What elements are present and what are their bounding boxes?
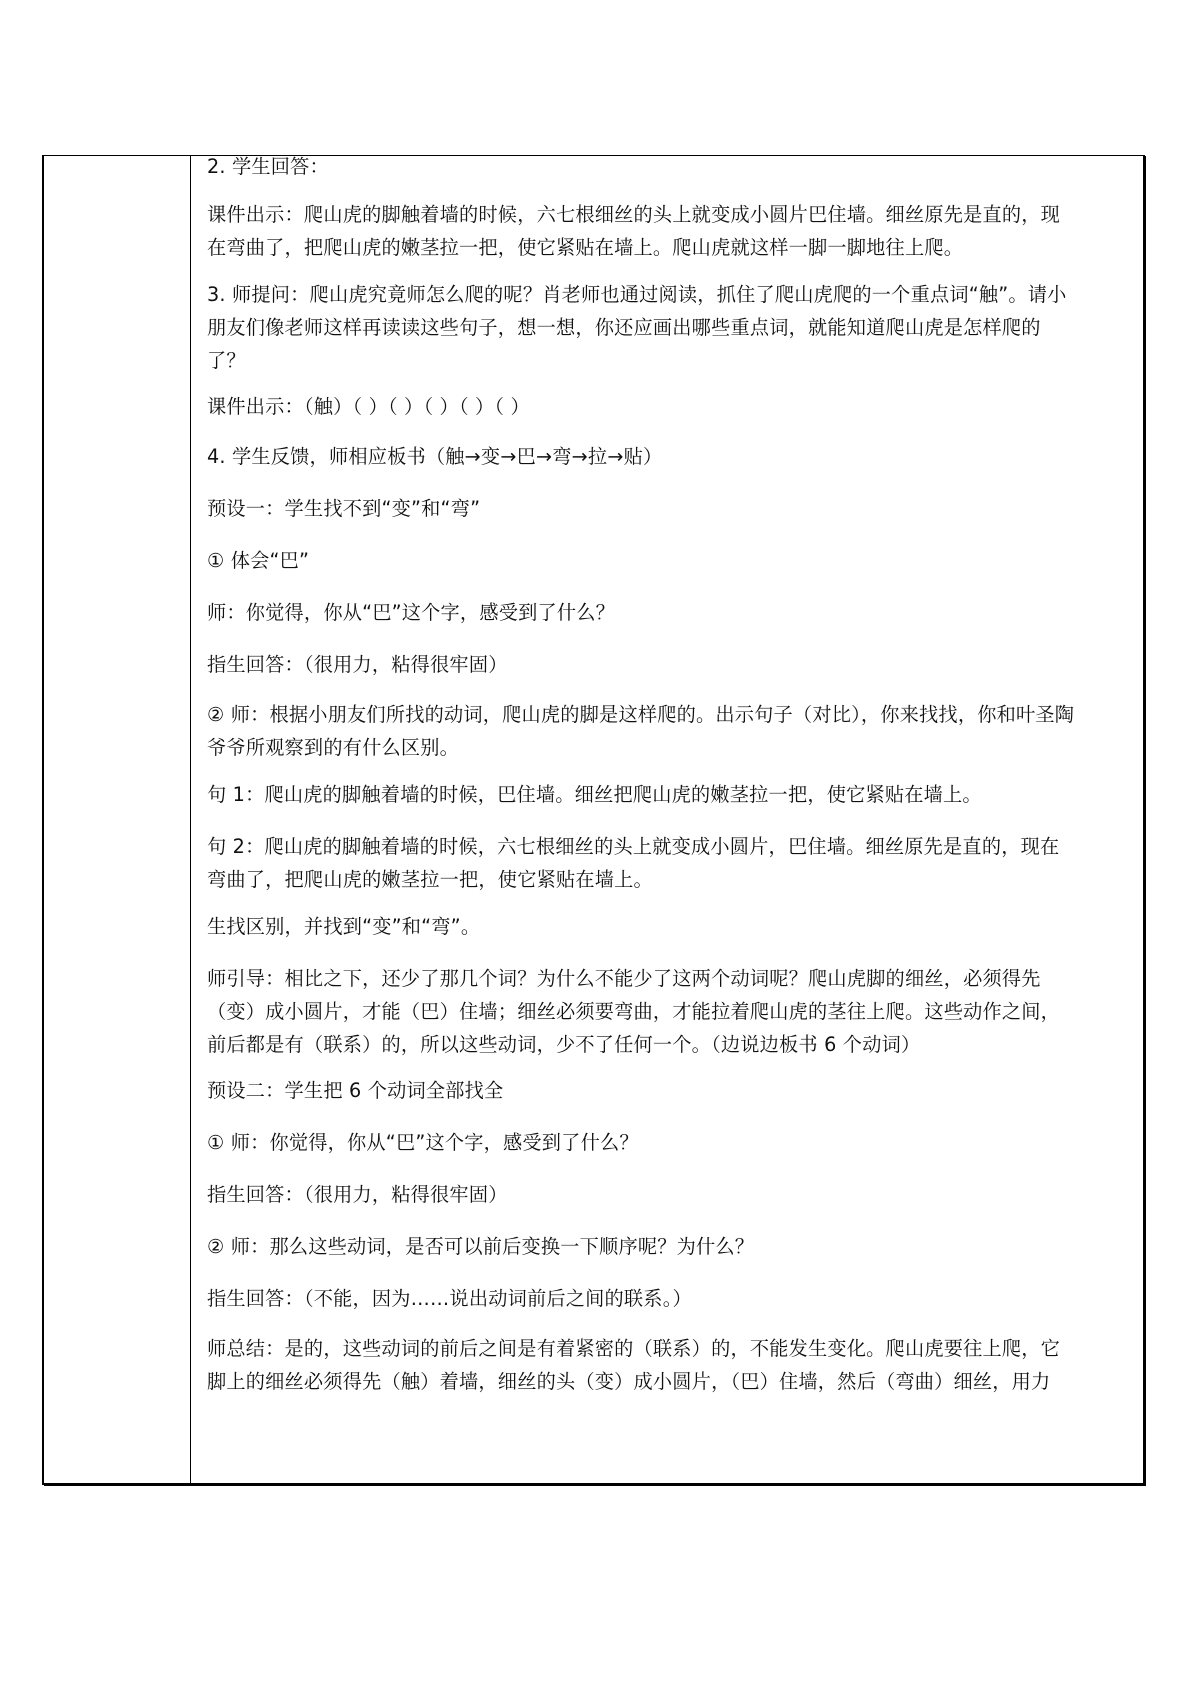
paragraph: ① 师：你觉得，你从“巴”这个字，感受到了什么？ <box>207 1131 639 1154</box>
table-content-cell <box>207 156 1131 1483</box>
paragraph: 3. 师提问：爬山虎究竟师怎么爬的呢？肖老师也通过阅读，抓住了爬山虎爬的一个重点词“触”。请小朋友们像老师这样再读读这些句子，想一想，你还应画出哪些重点词，就能知道爬山虎是怎样爬的了？ <box>207 283 1067 372</box>
paragraph: 句 2：爬山虎的脚触着墙的时候，六七根细丝的头上就变成小圆片，巴住墙。细丝原先是直的，现在弯曲了，把爬山虎的嫩茎拉一把，使它紧贴在墙上。 <box>207 835 1060 891</box>
paragraph: 师：你觉得，你从“巴”这个字，感受到了什么？ <box>207 601 616 624</box>
paragraph: 预设二：学生把 6 个动词全部找全 <box>207 1079 504 1102</box>
paragraph: ② 师：那么这些动词，是否可以前后变换一下顺序呢？为什么？ <box>207 1235 755 1258</box>
paragraph: ① 体会“巴” <box>207 549 310 572</box>
paragraph: 4. 学生反馈，师相应板书（触→变→巴→弯→拉→贴） <box>207 445 663 468</box>
paragraph: 指生回答：（很用力，粘得很牢固） <box>207 653 508 676</box>
paragraph: 2. 学生回答： <box>207 156 329 178</box>
table-right-border <box>1143 156 1146 1483</box>
table-bottom-border <box>44 1483 1146 1486</box>
lesson-table <box>42 155 1145 1485</box>
paragraph: 句 1：爬山虎的脚触着墙的时候，巴住墙。细丝把爬山虎的嫩茎拉一把，使它紧贴在墙上。 <box>207 783 982 806</box>
paragraph: 师引导：相比之下，还少了那几个词？为什么不能少了这两个动词呢？爬山虎脚的细丝，必须得先（变）成小圆片，才能（巴）住墙；细丝必须要弯曲，才能拉着爬山虎的茎往上爬。这些动作之间，前后都是有（联系）的，所以这些动词，少不了任何一个。（边说边板书 6 个动词） <box>207 967 1061 1056</box>
paragraph: 指生回答：（不能，因为……说出动词前后之间的联系。） <box>207 1287 692 1310</box>
paragraph: 课件出示：（触）（ ）（ ）（ ）（ ）（ ） <box>207 395 530 418</box>
paragraph: 指生回答：（很用力，粘得很牢固） <box>207 1183 508 1206</box>
paragraph: ② 师：根据小朋友们所找的动词，爬山虎的脚是这样爬的。出示句子（对比），你来找找，你和叶圣陶爷爷所观察到的有什么区别。 <box>207 703 1075 759</box>
paragraph: 预设一：学生找不到“变”和“弯” <box>207 497 481 520</box>
paragraph: 师总结：是的，这些动词的前后之间是有着紧密的（联系）的，不能发生变化。爬山虎要往上爬，它脚上的细丝必须得先（触）着墙，细丝的头（变）成小圆片，（巴）住墙，然后（弯曲）细丝，用力 <box>207 1337 1061 1393</box>
table-left-column <box>44 156 191 1483</box>
paragraph: 课件出示：爬山虎的脚触着墙的时候，六七根细丝的头上就变成小圆片巴住墙。细丝原先是直的，现在弯曲了，把爬山虎的嫩茎拉一把，使它紧贴在墙上。爬山虎就这样一脚一脚地往上爬。 <box>207 203 1061 259</box>
paragraph: 生找区别，并找到“变”和“弯”。 <box>207 915 481 938</box>
